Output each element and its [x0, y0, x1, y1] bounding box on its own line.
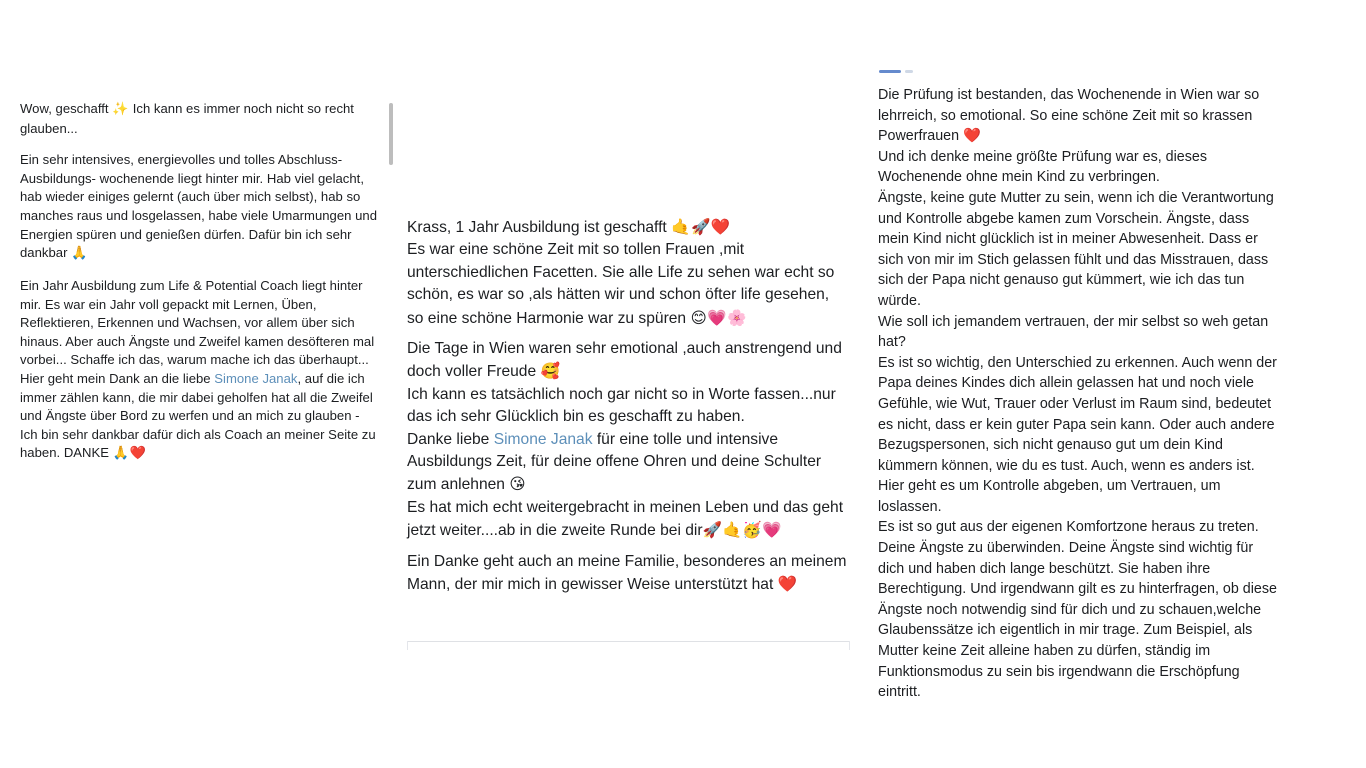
- clipped-link-sliver-icon: [879, 70, 901, 73]
- emoji: 🚀🤙🥳💗: [702, 521, 783, 540]
- text-run: Und ich denke meine größte Prüfung war es, dieses Wochenende ohne mein Kind zu verbringen.: [878, 148, 1208, 186]
- profile-link[interactable]: Simone Janak: [493, 430, 593, 448]
- emoji: 😘: [509, 475, 527, 494]
- post-bottom-divider: [407, 641, 850, 642]
- right-post-body: [878, 85, 1278, 703]
- emoji: ✨: [112, 102, 130, 117]
- middle-testimonial-post: [407, 216, 849, 597]
- text-run: Wie soll ich jemandem vertrauen, der mir selbst so weh getan hat?: [878, 313, 1269, 351]
- paragraph: [20, 151, 378, 264]
- text-run: Wow, geschafft: [20, 101, 113, 116]
- left-testimonial-post: [20, 100, 378, 464]
- text-run: Hier geht es um Kontrolle abgeben, um Vertrauen, um loslassen.: [878, 478, 1221, 515]
- paragraph: [407, 338, 849, 543]
- vertical-scrollbar-thumb[interactable]: [389, 103, 393, 165]
- clipped-link-sliver-icon-secondary: [905, 70, 913, 73]
- paragraph: [878, 517, 1278, 702]
- text-run: Ein sehr intensives, energievolles und tolles Abschluss- Ausbildungs- wochenende liegt hinter mir. Hab viel gelacht, hab wieder einiges gelernt (auch über mich selbst), hab so manches raus und losgelassen, habe viele Umarmungen und Energien spüren und genießen dürfen. Dafür bin ich sehr dankbar: [20, 152, 378, 261]
- text-run: Die Tage in Wien waren sehr emotional ,auch anstrengend und doch voller Freude: [407, 340, 842, 381]
- emoji: ❤️: [777, 575, 798, 594]
- emoji: ❤️: [963, 128, 982, 145]
- middle-post-body: [407, 216, 849, 597]
- text-run: Es war eine schöne Zeit mit so tollen Frauen ,mit unterschiedlichen Facetten. Sie alle Life zu sehen war echt so schön, es war so ,als hätten wir und schon öfter life gesehen, so eine schöne Harmonie war zu spüren: [407, 241, 835, 327]
- emoji: 🤙🚀❤️: [671, 218, 731, 236]
- profile-link[interactable]: Simone Janak: [214, 370, 298, 386]
- paragraph: [878, 353, 1278, 518]
- emoji: 🙏: [71, 246, 88, 262]
- text-run: Die Prüfung ist bestanden, das Wochenende in Wien war so lehrreich, so emotional. So eine schöne Zeit mit so krassen Powerfrauen: [878, 87, 1260, 145]
- text-run: Ich kann es tatsächlich noch gar nicht so in Worte fassen...nur das ich sehr Glücklich bin es geschafft zu haben.: [407, 385, 836, 426]
- paragraph: [878, 85, 1278, 353]
- left-post-body: [20, 100, 378, 464]
- text-run: , auf die ich immer zählen kann, die mir dabei geholfen hat all die Zweifel und Ängste über Bord zu werfen und an mich zu glauben - Ich bin sehr dankbar dafür dich als Coach an meiner Seite zu haben. DANKE: [20, 370, 376, 461]
- text-run: Es ist so gut aus der eigenen Komfortzone heraus zu treten. Deine Ängste zu überwinden. Deine Ängste sind wichtig für dich und haben dich lange beschützt. Sie haben ihre Berechtigung. Und irgendwann gilt es zu hinterfragen, ob diese Ängste noch notwendig sind für dich und zu schauen,welche Glaubenssätze ich eigentlich in mir trage. Zum Beispiel, als Mutter keine Zeit alleine haben zu dürfen, ständig im Funktionsmodus zu sein bis irgendwann die Erschöpfung eintritt.: [878, 519, 1277, 701]
- text-run: Ich kann es immer noch nicht so recht glauben...: [20, 101, 354, 136]
- text-run: Es hat mich echt weitergebracht in meinen Leben und das geht jetzt weiter....ab in die zweite Runde bei dir: [407, 498, 844, 540]
- emoji: 🥰: [540, 362, 561, 381]
- paragraph: [20, 277, 378, 464]
- text-run: Ängste, keine gute Mutter zu sein, wenn ich die Verantwortung und Kontrolle abgebe kamen zum Vorschein. Ängste, dass mein Kind nicht glücklich ist in meiner Abwesenheit. Dass er sich von mir im Stich gelassen fühlt und das Misstrauen, dass sich der Papa nicht genauso gut kümmert, wie ich das tun würde.: [878, 189, 1274, 309]
- text-run: für eine tolle und intensive Ausbildungs Zeit, für deine offene Ohren und deine Schulter zum anlehnen: [407, 430, 822, 494]
- emoji: 🙏❤️: [112, 446, 147, 462]
- text-run: Ein Danke geht auch an meine Familie, besonderes an meinem Mann, der mir mich in gewisser Weise unterstützt hat: [407, 552, 847, 594]
- paragraph: [407, 551, 849, 597]
- paragraph: [407, 216, 849, 330]
- paragraph: [20, 100, 378, 138]
- text-run: Es ist so wichtig, den Unterschied zu erkennen. Auch wenn der Papa deines Kindes dich allein gelassen hat und noch viele Gefühle, wie Wut, Trauer oder Verlust im Raum sind, bedeutet es nicht, dass er kein guter Papa sein kann. Oder auch andere Bezugspersonen, sich nicht genauso gut um dein Kind kümmern können, wie du es tust. Auch, wenn es anders ist.: [878, 354, 1277, 474]
- text-run: Ein Jahr Ausbildung zum Life & Potential Coach liegt hinter mir. Es war ein Jahr voll gepackt mit Lernen, Üben, Reflektieren, Erkennen und Wachsen, vor allem über sich hinaus. Aber auch Ängste und Zweifel kamen desöfteren mal vorbei... Schaffe ich das, warum mache ich das überhaupt... Hier geht mein Dank an die liebe: [20, 277, 375, 386]
- right-testimonial-post: [878, 85, 1278, 703]
- emoji: 😊💗🌸: [690, 308, 748, 327]
- text-run: Krass, 1 Jahr Ausbildung ist geschafft: [407, 219, 672, 236]
- text-run: Danke liebe: [407, 430, 494, 448]
